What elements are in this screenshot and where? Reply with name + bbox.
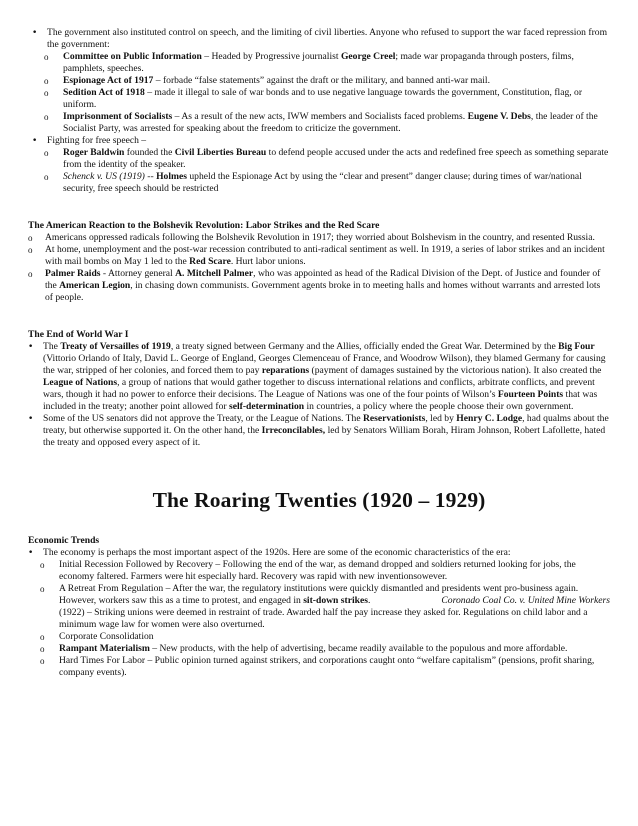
list-item: [28, 51, 610, 75]
text: to defend people accused under the acts and redefined free speech as something separate from the identity of the speaker.: [63, 147, 609, 170]
economic-trends-list: [24, 547, 610, 679]
text: upheld the Espionage Act by using the “clear and present” danger clause; during times of war/national security, free speech should be restricted: [63, 171, 582, 194]
paragraph-text: Fighting for free speech –: [47, 135, 147, 146]
spacer: [28, 513, 610, 535]
list-item: [28, 268, 610, 304]
text: led by Senators William Borah, Hiram Johnson, Robert Lafollette, hated the treaty and opposed every aspect of it.: [43, 425, 606, 448]
document-page: [28, 27, 610, 679]
red-scare-list: [28, 232, 610, 304]
list-item: [28, 27, 610, 135]
text: ; made war propaganda through posters, films, pamphlets, speeches.: [63, 51, 574, 74]
list-item: [24, 559, 610, 583]
term: Rampant Materialism: [59, 643, 150, 654]
spacer: [28, 304, 610, 329]
list-item: [28, 111, 610, 135]
term: sit-down strikes: [303, 595, 368, 606]
spacer: [28, 449, 610, 487]
wwi-end-list: [24, 341, 610, 449]
page-title: The Roaring Twenties (1920 – 1929): [152, 488, 486, 512]
text: Initial Recession Followed by Recovery – Following the end of the war, as demand dropped and soldiers returned looking for jobs, the economy faltered. Farmers were hit especially hard. Recovery was rapid with new inventionsowever.: [59, 559, 576, 582]
list-item: [28, 135, 610, 195]
section-heading: The American Reaction to the Bolshevik Revolution: Labor Strikes and the Red Scare: [28, 220, 380, 231]
text: (1922) – Striking unions were deemed in restraint of trade. Awarded half the pay increase they asked for. Regulations on child labor and a minimum wage law for women were also overturned.: [59, 607, 588, 630]
term: A. Mitchell Palmer: [175, 268, 254, 279]
text: Hard Times For Labor – Public opinion turned against strikers, and corporations caught onto “welfare capitalism” (pensions, profit sharing, company events).: [59, 655, 595, 678]
list-item: [28, 232, 610, 244]
term: Sedition Act of 1918: [63, 87, 145, 98]
text: Some of the US senators did not approve the Treaty, or the League of Nations. The: [43, 413, 363, 424]
text: , who was appointed as head of the Radical Division of the Dept. of Justice and founder of the: [45, 268, 601, 291]
term: Irreconcilables,: [261, 425, 326, 436]
case-name: Coronado Coal Co. v. United Mine Workers: [441, 595, 610, 606]
text: The: [43, 341, 61, 352]
list-item: [28, 147, 610, 171]
text: . Hurt labor unions.: [230, 256, 306, 267]
term: George Creel: [340, 51, 396, 62]
text: that was included in the treaty; another point allowed for: [43, 389, 598, 412]
section-heading: The End of World War I: [28, 329, 129, 340]
text: At home, unemployment and the post-war recession contributed to anti-radical sentiment as well. In 1919, a series of labor strikes and an incident with mail bombs on May 1 led to the: [45, 244, 605, 267]
list-item: [24, 583, 610, 631]
term: Palmer Raids: [45, 268, 101, 279]
text: Americans oppressed radicals following the Bolshevik Revolution in 1917; they worried about Bolshevism in the country, and resented Russia.: [45, 232, 595, 243]
case-name: Schenck v. US (1919): [63, 171, 145, 182]
term: Civil Liberties Bureau: [174, 147, 267, 158]
list-item: [28, 87, 610, 111]
section-heading: Economic Trends: [28, 535, 100, 546]
text: , a group of nations that would gather together to discuss international relations and conflicts, arbitrate conflicts, and prevent wars, though it had no power to enforce their decisions. The League of Nations was one of the four points of Wilson’s: [43, 377, 595, 400]
term: Espionage Act of 1917: [63, 75, 154, 86]
civil-liberties-list: [28, 27, 610, 195]
spacer: [28, 195, 610, 220]
term: reparations: [261, 365, 310, 376]
list-item: [28, 171, 610, 195]
list-item: [28, 75, 610, 87]
term: Eugene V. Debs: [467, 111, 531, 122]
term: Fourteen Points: [497, 389, 564, 400]
term: American Legion: [59, 280, 131, 291]
list-item: [24, 655, 610, 679]
text: - Attorney general: [100, 268, 176, 279]
text: , the leader of the Socialist Party, was arrested for speaking about the freedom to criticize the government.: [63, 111, 598, 134]
term: Roger Baldwin: [63, 147, 125, 158]
text: – made it illegal to sale of war bonds and to use negative language towards the government, Constitution, flag, or uniform.: [63, 87, 583, 110]
text: --: [144, 171, 157, 182]
term: Treaty of Versailles of 1919: [60, 341, 171, 352]
list-item: [24, 547, 610, 679]
sublist: [47, 147, 610, 195]
text: in countries, a policy where the people choose their own government.: [304, 401, 574, 412]
term: League of Nations: [43, 377, 118, 388]
text: – As a result of the new acts, IWW members and Socialists faced problems.: [172, 111, 468, 122]
term: Holmes: [156, 171, 187, 182]
list-item: [24, 631, 610, 643]
text: founded the: [124, 147, 175, 158]
term: Henry C. Lodge: [456, 413, 523, 424]
text: , a treaty signed between Germany and the Allies, officially ended the Great War. Determined by the: [170, 341, 559, 352]
paragraph-text: The government also instituted control on speech, and the limiting of civil liberties. Anyone who refused to support the war faced repression from the government:: [47, 27, 608, 50]
paragraph-text: The economy is perhaps the most important aspect of the 1920s. Here are some of the economic characteristics of the era:: [43, 547, 511, 558]
list-item: [24, 413, 610, 449]
term: Reservationists: [363, 413, 426, 424]
text: , had qualms about the treaty, but otherwise supported it. On the other hand, the: [43, 413, 609, 436]
list-item: [24, 643, 610, 655]
text: (payment of damages sustained by the victorious nation). It also created the: [309, 365, 602, 376]
term: Committee on Public Information: [63, 51, 202, 62]
term: Imprisonment of Socialists: [63, 111, 173, 122]
term: Big Four: [558, 341, 595, 352]
text: (Vittorio Orlando of Italy, David L. George of England, Georges Clemenceau of France, and Woodrow Wilson), they blamed Germany for causing the war, stripped of her colonies, and forced them to pay: [43, 353, 606, 376]
term: Red Scare: [189, 256, 231, 267]
list-item: [28, 244, 610, 268]
text: – New products, with the help of advertising, became readily available to the populous and more affordable.: [149, 643, 568, 654]
text: – Headed by Progressive journalist: [201, 51, 341, 62]
text: , led by: [425, 413, 457, 424]
sublist: [43, 559, 610, 679]
term: self-determination: [228, 401, 305, 412]
text: – forbade “false statements” against the draft or the military, and banned anti-war mail.: [153, 75, 490, 86]
sublist: [47, 51, 610, 135]
list-item: [24, 341, 610, 413]
text: A Retreat From Regulation – After the war, the regulatory institutions were quickly dismantled and presidents went pro-business again. However, workers saw this as a time to protest, and engaged in: [59, 583, 579, 606]
text: , in chasing down communists. Government agents broke in to meeting halls and homes without warrants and arrested lots of people.: [45, 280, 601, 303]
text: .: [367, 595, 371, 606]
text: Corporate Consolidation: [59, 631, 154, 642]
